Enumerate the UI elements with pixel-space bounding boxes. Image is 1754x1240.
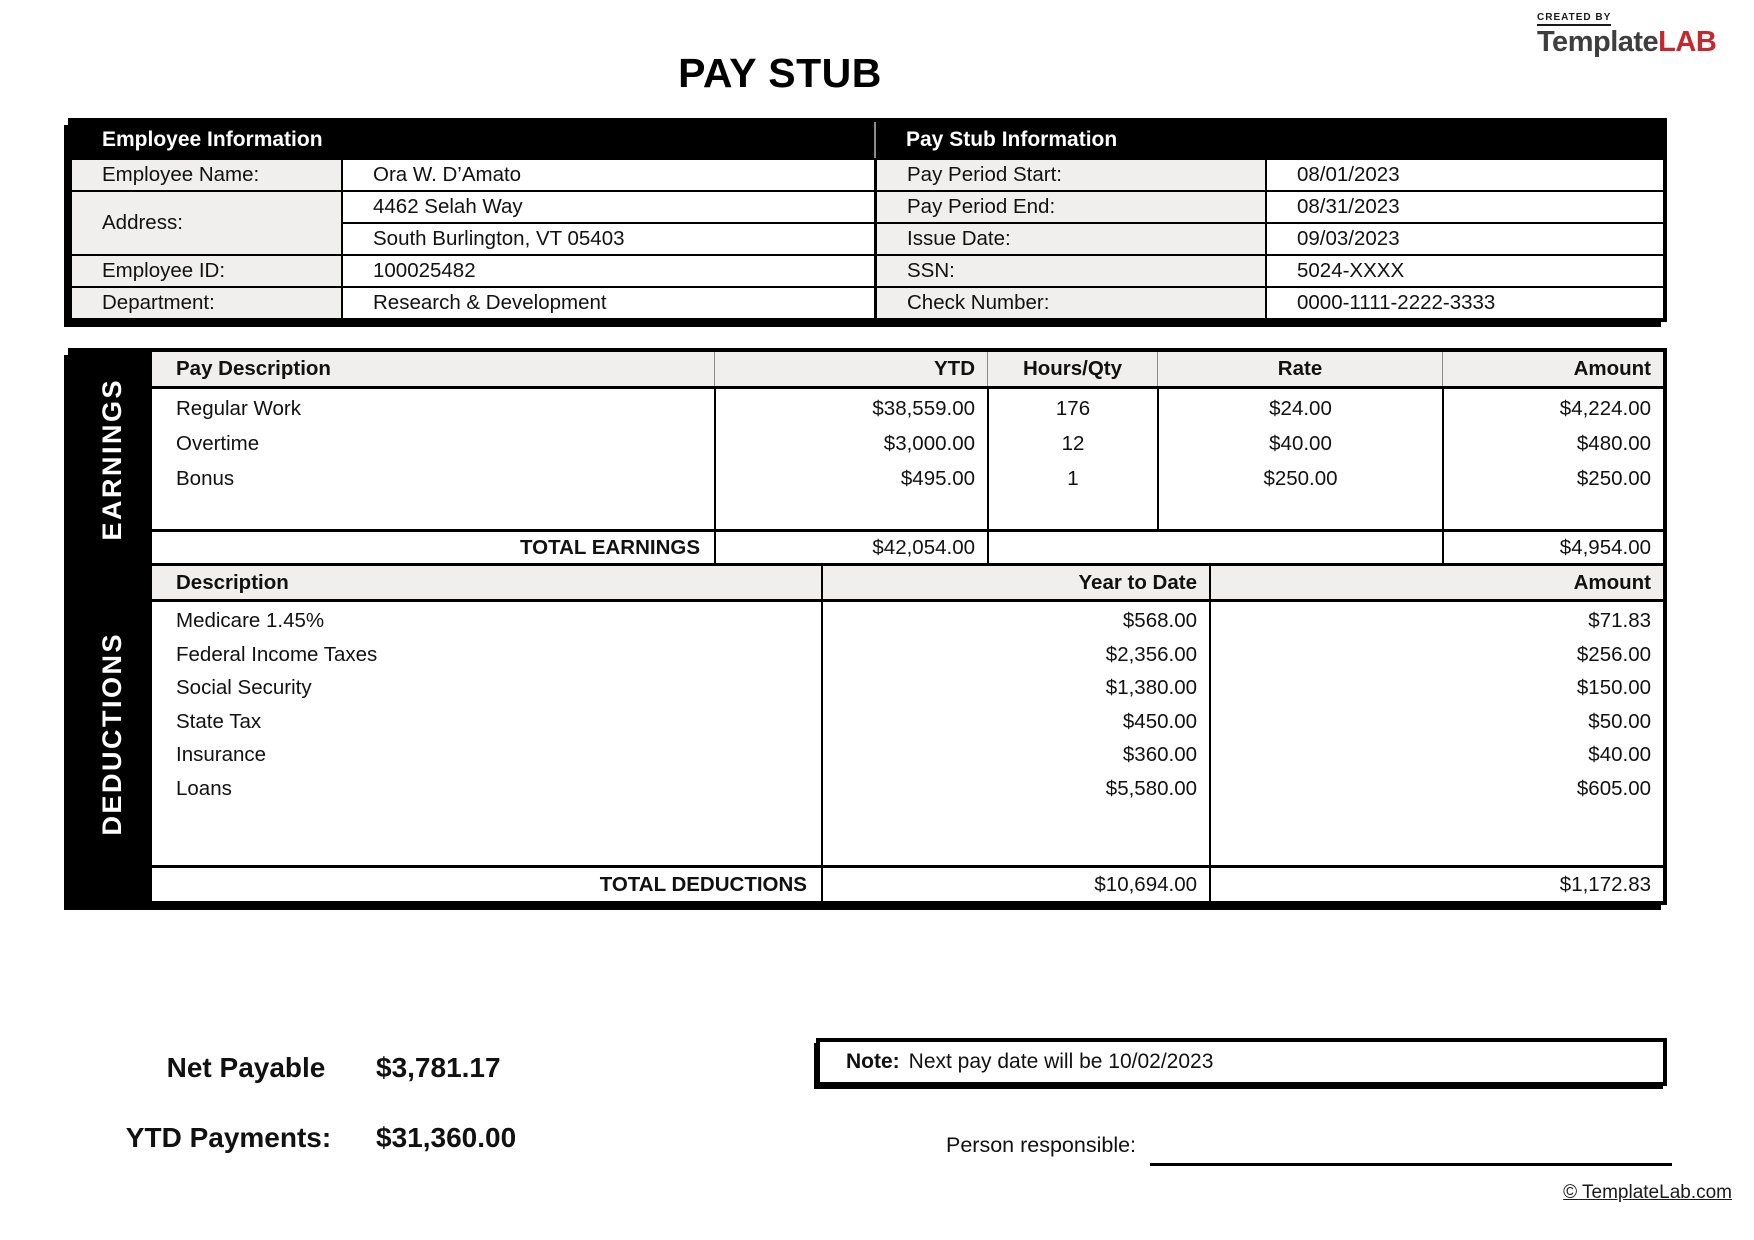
deductions-col-ytd: Year to Date: [821, 566, 1209, 599]
earnings-deductions-table: [68, 348, 1667, 905]
earnings-ytd-column: [714, 389, 987, 529]
earnings-col-rate: Rate: [1157, 352, 1442, 386]
earnings-row-hours: 1: [1067, 467, 1079, 490]
net-payable-row: [140, 1052, 501, 1084]
employee-info-section-header: Employee Information: [72, 122, 874, 158]
deductions-body: [152, 602, 1663, 865]
ytd-payments-row: [105, 1122, 516, 1154]
logo-template-text: Template: [1537, 26, 1659, 58]
earnings-col-amount: Amount: [1442, 352, 1663, 386]
deduction-row-description: Federal Income Taxes: [176, 642, 378, 666]
earnings-row-ytd: $3,000.00: [883, 432, 975, 455]
logo-created-by: CREATED BY: [1537, 13, 1611, 26]
employee-name-label: Employee Name:: [72, 158, 341, 190]
signature-line: [1150, 1133, 1672, 1166]
person-responsible-label: Person responsible:: [946, 1133, 1137, 1157]
deduction-row-ytd: $1,380.00: [1105, 676, 1197, 699]
total-earnings-ytd: $42,054.00: [714, 532, 987, 563]
deductions-col-amount: Amount: [1209, 566, 1663, 599]
earnings-header-row: [152, 352, 1663, 389]
earnings-row-description: Overtime: [176, 432, 260, 455]
total-deductions-label: TOTAL DEDUCTIONS: [599, 872, 807, 896]
check-number-value: 0000-1111-2222-3333: [1265, 286, 1663, 318]
earnings-row-description: Regular Work: [176, 397, 301, 420]
total-deductions-amount: $1,172.83: [1209, 868, 1663, 901]
note-label: Note:: [846, 1050, 900, 1073]
page-title: PAY STUB: [678, 50, 882, 96]
earnings-row-rate: $24.00: [1269, 397, 1332, 420]
deduction-row-description: Insurance: [176, 743, 267, 766]
address-line1-value: 4462 Selah Way: [341, 190, 874, 222]
deductions-side-label: DEDUCTIONS: [96, 631, 127, 836]
issue-date-label: Issue Date:: [874, 222, 1265, 254]
earnings-side-label: EARNINGS: [96, 377, 127, 541]
deductions-sidebar: [72, 566, 152, 901]
earnings-row-ytd: $495.00: [900, 467, 975, 490]
total-earnings-label: TOTAL EARNINGS: [520, 535, 700, 559]
pay-period-end-label: Pay Period End:: [874, 190, 1265, 222]
note-text: Next pay date will be 10/02/2023: [908, 1050, 1214, 1073]
deductions-amount-column: [1209, 602, 1663, 865]
earnings-row-amount: $4,224.00: [1559, 397, 1651, 420]
net-payable-value: $3,781.17: [376, 1052, 501, 1083]
check-number-label: Check Number:: [874, 286, 1265, 318]
department-value: Research & Development: [341, 286, 874, 318]
earnings-description-column: [152, 389, 714, 529]
earnings-col-ytd: YTD: [714, 352, 987, 386]
total-earnings-spacer: [987, 532, 1442, 563]
note-box: [816, 1038, 1667, 1086]
total-deductions-row: [152, 865, 1663, 901]
deduction-row-amount: $50.00: [1588, 709, 1651, 733]
department-label: Department:: [72, 286, 341, 318]
net-payable-label: Net Payable: [166, 1052, 326, 1083]
deduction-row-description: Loans: [176, 776, 232, 800]
earnings-amount-column: [1442, 389, 1663, 529]
total-earnings-amount: $4,954.00: [1442, 532, 1663, 563]
employee-name-value: Ora W. D’Amato: [341, 158, 874, 190]
deduction-row-amount: $40.00: [1588, 743, 1651, 766]
deductions-header-row: [152, 566, 1663, 602]
deduction-row-description: State Tax: [176, 709, 262, 733]
deduction-row-amount: $256.00: [1576, 642, 1651, 666]
info-table: [68, 118, 1667, 322]
employee-id-label: Employee ID:: [72, 254, 341, 286]
ssn-label: SSN:: [874, 254, 1265, 286]
pay-period-start-value: 08/01/2023: [1265, 158, 1663, 190]
earnings-hours-column: [987, 389, 1157, 529]
ytd-payments-label: YTD Payments:: [125, 1122, 332, 1153]
earnings-row-amount: $480.00: [1576, 432, 1651, 455]
templatelab-logo: [1537, 8, 1716, 57]
deduction-row-description: Medicare 1.45%: [176, 609, 325, 632]
deduction-row-ytd: $450.00: [1122, 709, 1197, 733]
earnings-sidebar: [72, 352, 152, 566]
deduction-row-amount: $71.83: [1588, 609, 1651, 632]
ytd-payments-value: $31,360.00: [376, 1122, 517, 1153]
deduction-row-description: Social Security: [176, 676, 312, 699]
deduction-row-ytd: $568.00: [1122, 609, 1197, 632]
deduction-row-amount: $605.00: [1576, 776, 1651, 800]
total-earnings-row: [152, 529, 1663, 566]
address-label: Address:: [72, 190, 341, 254]
copyright-link[interactable]: © TemplateLab.com: [1563, 1182, 1732, 1203]
earnings-row-amount: $250.00: [1576, 467, 1651, 490]
employee-id-value: 100025482: [341, 254, 874, 286]
earnings-row-hours: 12: [1061, 432, 1085, 455]
deduction-row-ytd: $360.00: [1122, 743, 1197, 766]
deductions-ytd-column: [821, 602, 1209, 865]
table-content: [152, 352, 1663, 901]
total-deductions-ytd: $10,694.00: [821, 868, 1209, 901]
logo-wordmark: [1537, 28, 1716, 57]
deductions-col-description: Description: [176, 570, 289, 594]
earnings-row-ytd: $38,559.00: [872, 397, 975, 420]
earnings-col-hours-qty: Hours/Qty: [987, 352, 1157, 386]
earnings-col-pay-description: Pay Description: [176, 357, 331, 380]
deduction-row-amount: $150.00: [1576, 676, 1651, 699]
person-responsible-row: [946, 1133, 1672, 1166]
logo-lab-text: LAB: [1658, 26, 1717, 58]
ssn-value: 5024-XXXX: [1265, 254, 1663, 286]
issue-date-value: 09/03/2023: [1265, 222, 1663, 254]
deduction-row-ytd: $5,580.00: [1105, 776, 1197, 800]
earnings-rate-column: [1157, 389, 1442, 529]
pay-period-start-label: Pay Period Start:: [874, 158, 1265, 190]
earnings-row-rate: $40.00: [1269, 432, 1332, 455]
earnings-row-description: Bonus: [176, 467, 235, 490]
deductions-description-column: [152, 602, 821, 865]
deduction-row-ytd: $2,356.00: [1105, 642, 1197, 666]
paystub-info-section-header: Pay Stub Information: [874, 122, 1663, 158]
earnings-row-rate: $250.00: [1263, 467, 1338, 490]
earnings-row-hours: 176: [1055, 397, 1091, 420]
address-line2-value: South Burlington, VT 05403: [341, 222, 874, 254]
pay-period-end-value: 08/31/2023: [1265, 190, 1663, 222]
section-sidebar: [72, 352, 152, 901]
earnings-body: [152, 389, 1663, 529]
